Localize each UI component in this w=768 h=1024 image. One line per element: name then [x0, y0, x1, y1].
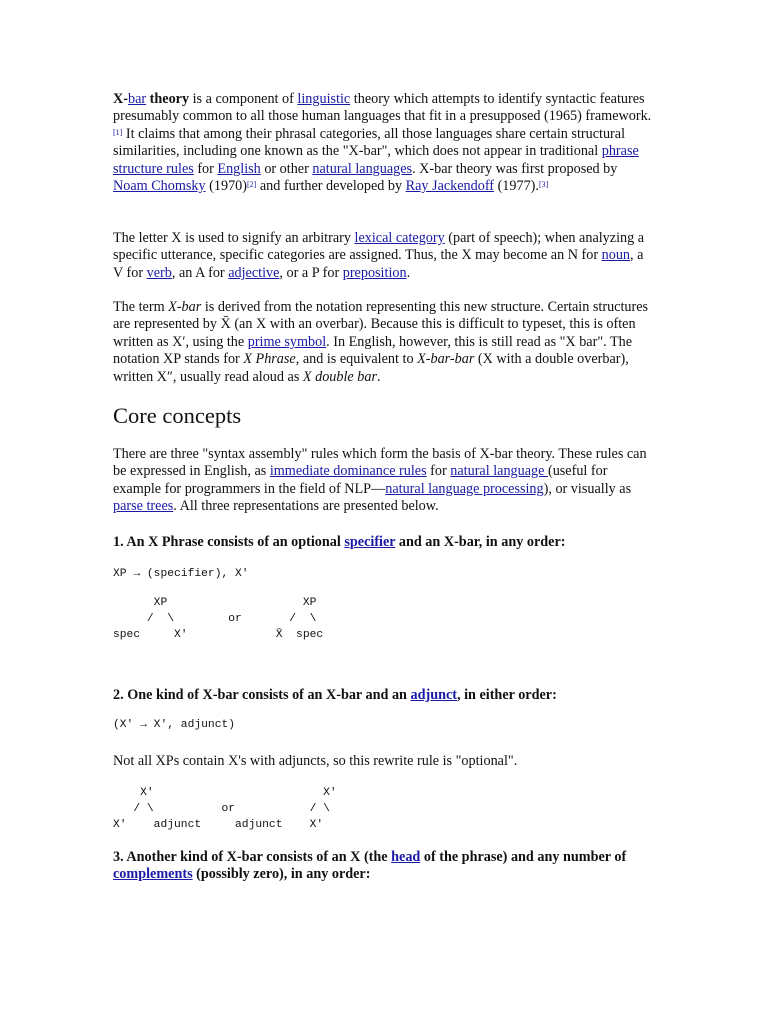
intro-text: or other [260, 160, 313, 177]
link-head[interactable]: head [391, 849, 421, 865]
link-parse-trees[interactable]: parse trees [113, 498, 174, 515]
italic-term: X-bar [168, 299, 202, 315]
section-heading-core-concepts: Core concepts [113, 403, 242, 428]
rule-1-formula: XP → (specifier), X' [113, 568, 249, 580]
link-bar[interactable]: bar [127, 91, 147, 107]
notation-paragraph [113, 299, 653, 386]
link-specifier[interactable]: specifier [344, 534, 396, 550]
rule-text: of the phrase) and any number of [420, 849, 627, 865]
rule-2-tree: X' X' / \ or / \ X' adjunct adjunct X' [113, 787, 337, 831]
paragraph-text: . In English, however, this is still read as "X bar". The notation XP stands for [113, 333, 633, 368]
xbar-term-2: theory [146, 91, 190, 107]
link-natural-language-processing[interactable]: natural language processing [385, 480, 544, 497]
rule-text: and an X-bar, in any order: [395, 534, 566, 550]
paragraph-text: (part of speech); when analyzing a specific utterance, specific categories are assigned. Thus, the X may become an N for [113, 230, 645, 264]
citation [113, 128, 122, 137]
core-paragraph [113, 446, 653, 516]
link-prime-symbol[interactable]: prime symbol [247, 333, 327, 350]
intro-text: theory which attempts to identify syntactic features presumably common to all those human languages that fit in a presupposed (1965) framework. [113, 91, 652, 125]
paragraph-text: ), or visually as [543, 480, 632, 497]
paragraph-text: The term [113, 299, 169, 315]
intro-text: . X-bar theory was first proposed by [412, 160, 618, 177]
cite-1-link[interactable]: [1] [113, 127, 123, 137]
italic-term: X double bar [302, 368, 377, 385]
link-preposition[interactable]: preposition [342, 264, 407, 281]
link-linguistic[interactable]: linguistic [297, 91, 351, 107]
paragraph-text: (X with a double overbar), written X″, usually read aloud as [113, 351, 629, 385]
link-adjunct[interactable]: adjunct [410, 687, 457, 703]
rule-1-tree: XP XP / \ or / \ spec X' X̄ spec [113, 597, 324, 641]
paragraph-text: , a V for [113, 247, 644, 281]
italic-term: X-bar-bar [417, 351, 475, 368]
intro-text: is a component of [189, 91, 298, 107]
link-natural-language[interactable]: natural language [450, 463, 548, 480]
link-adjective[interactable]: adjective [228, 264, 280, 281]
intro-text: for [193, 160, 218, 177]
link-verb[interactable]: verb [146, 264, 172, 281]
intro-text: (1977). [494, 178, 539, 195]
link-noam-chomsky[interactable]: Noam Chomsky [113, 178, 206, 195]
paragraph-text: , an A for [171, 264, 229, 281]
link-ray-jackendoff[interactable]: Ray Jackendoff [405, 178, 495, 195]
paragraph-text: . [377, 368, 381, 385]
intro-text: and further developed by [256, 178, 406, 195]
paragraph-text: is derived from the notation representing this new structure. Certain structures are represented by X̄ (an X with an overbar). Because this is difficult to typeset, this is often written as X′, using the [113, 299, 649, 350]
rule-text: 3. Another kind of X-bar consists of an X (the [113, 849, 392, 865]
paragraph-text: , or a P for [279, 264, 343, 281]
link-phrase-structure-rules[interactable]: phrase structure rules [113, 143, 639, 177]
rule-text: 2. One kind of X-bar consists of an X-bar and an [113, 687, 411, 703]
rule-2-formula: (X' → X', adjunct) [113, 719, 236, 731]
paragraph-text: , and is equivalent to [295, 351, 418, 368]
italic-term: X Phrase [243, 351, 296, 368]
paragraph-text: (useful for example for programmers in the field of NLP— [113, 463, 608, 497]
paragraph-text: . All three representations are presented below. [173, 498, 439, 515]
rule-text: (possibly zero), in any order: [192, 866, 371, 883]
rule-1-heading [113, 534, 713, 551]
intro-paragraph [113, 91, 653, 195]
paragraph-text: for [426, 463, 451, 480]
intro-text: It claims that among their phrasal categories, all those languages share certain structural similarities, including one known as the "X-bar", which does not appear in traditional [113, 125, 626, 160]
link-noun[interactable]: noun [601, 247, 630, 264]
link-natural-languages[interactable]: natural languages [312, 160, 413, 177]
citation [539, 180, 548, 189]
rule-3-heading [113, 849, 653, 884]
rule-2-heading [113, 687, 713, 704]
paragraph-text: The letter X is used to signify an arbitrary [113, 230, 355, 246]
paragraph-text: There are three "syntax assembly" rules which form the basis of X-bar theory. These rules can be expressed in English, as [113, 446, 647, 480]
link-complements[interactable]: complements [113, 866, 193, 883]
rule-text: , in either order: [457, 687, 557, 703]
rule-text: 1. An X Phrase consists of an optional [113, 534, 345, 550]
link-english[interactable]: English [217, 160, 261, 177]
category-paragraph [113, 230, 653, 282]
citation [247, 180, 256, 189]
link-lexical-category[interactable]: lexical category [354, 230, 445, 246]
xbar-term-1: X- [113, 91, 128, 107]
cite-3-link[interactable]: [3] [538, 180, 549, 190]
rule-2-note: Not all XPs contain X's with adjuncts, so this rewrite rule is "optional". [113, 753, 518, 769]
paragraph-text: . [406, 264, 411, 281]
link-immediate-dominance-rules[interactable]: immediate dominance rules [269, 463, 427, 480]
intro-text: (1970) [205, 178, 247, 195]
cite-2-link[interactable]: [2] [247, 180, 257, 190]
